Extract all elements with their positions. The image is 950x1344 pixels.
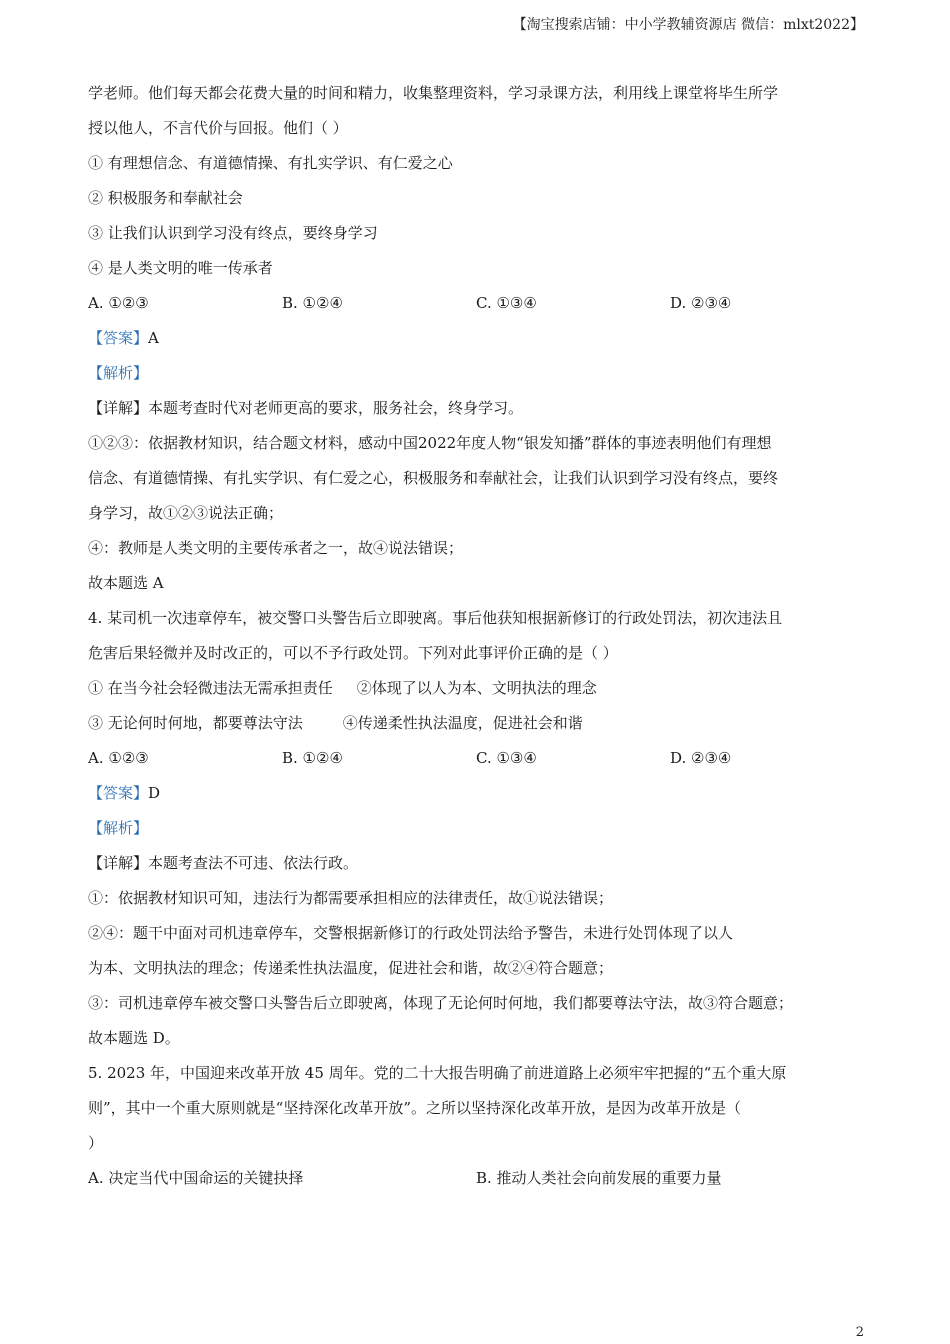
q3-option-d: D. ②③④ (670, 294, 732, 312)
q3-item-4: ④ 是人类文明的唯一传承者 (88, 259, 273, 277)
q5-stem-line-3: ） (88, 1134, 104, 1152)
q3-detail-5: ④：教师是人类文明的主要传承者之一，故④说法错误； (88, 539, 464, 557)
q3-option-b: B. ①②④ (282, 294, 343, 312)
q3-item-1: ① 有理想信念、有道德情操、有扎实学识、有仁爱之心 (88, 154, 453, 172)
q3-option-a: A. ①②③ (88, 294, 149, 312)
q3-stem-line-1: 学老师。他们每天都会花费大量的时间和精力，收集整理资料，学习录课方法，利用线上课堂将毕生所学 (88, 84, 779, 102)
q4-detail-5: ③：司机违章停车被交警口头警告后立即驶离，体现了无论何时何地，我们都要尊法守法，故③符合题意； (88, 994, 794, 1012)
q3-option-c: C. ①③④ (476, 294, 537, 312)
q3-detail-2: ①②③：依据教材知识，结合题文材料，感动中国2022年度人物“银发知播”群体的事迹表明他们有理想 (88, 434, 772, 452)
q4-analysis-tag: 【解析】 (88, 819, 149, 837)
q4-items-row-1 (88, 671, 868, 706)
page-number: 2 (855, 1325, 864, 1340)
q3-detail-4: 身学习，故①②③说法正确； (88, 504, 284, 522)
q3-stem-line-2: 授以他人，不言代价与回报。他们（ ） (88, 119, 348, 137)
q4-detail-2: ①：依据教材知识可知，违法行为都需要承担相应的法律责任，故①说法错误； (88, 889, 614, 907)
q4-detail-4: 为本、文明执法的理念；传递柔性执法温度，促进社会和谐，故②④符合题意； (88, 959, 614, 977)
q4-stem-line-2: 危害后果轻微并及时改正的，可以不予行政处罚。下列对此事评价正确的是（ ） (88, 644, 618, 662)
q4-item-3: ③ 无论何时何地，都要尊法守法 (88, 714, 303, 732)
q5-option-a: A. 决定当代中国命运的关键抉择 (88, 1169, 304, 1187)
q5-stem-line-2: 则”，其中一个重大原则就是“坚持深化改革开放”。之所以坚持深化改革开放，是因为改革开放是（ (88, 1099, 742, 1117)
q4-item-4: ④传递柔性执法温度，促进社会和谐 (342, 714, 583, 732)
q5-stem-line-1: 5. 2023 年，中国迎来改革开放 45 周年。党的二十大报告明确了前进道路上必须牢牢把握的“五个重大原 (88, 1064, 787, 1082)
q3-options (88, 286, 868, 321)
document-page (88, 76, 868, 1196)
q3-detail-6: 故本题选 A (88, 574, 164, 592)
q3-answer-value: A (148, 329, 159, 347)
q3-answer (88, 321, 868, 356)
q3-item-2: ② 积极服务和奉献社会 (88, 189, 243, 207)
q3-detail-1: 【详解】本题考查时代对老师更高的要求，服务社会，终身学习。 (88, 399, 524, 417)
q3-item-3: ③ 让我们认识到学习没有终点，要终身学习 (88, 224, 378, 242)
q5-options (88, 1161, 868, 1196)
q5-option-b: B. 推动人类社会向前发展的重要力量 (476, 1169, 722, 1187)
q4-option-a: A. ①②③ (88, 749, 149, 767)
header-store-note: 【淘宝搜索店铺：中小学教辅资源店 微信：mlxt2022】 (512, 17, 864, 33)
q4-item-1: ① 在当今社会轻微违法无需承担责任 (88, 679, 333, 697)
q4-detail-3: ②④：题干中面对司机违章停车，交警根据新修订的行政处罚法给予警告，未进行处罚体现了以人 (88, 924, 734, 942)
q4-options (88, 741, 868, 776)
q4-answer-value: D (148, 784, 161, 802)
q4-items-row-2 (88, 706, 868, 741)
q4-detail-6: 故本题选 D。 (88, 1029, 180, 1047)
q3-detail-3: 信念、有道德情操、有扎实学识、有仁爱之心，积极服务和奉献社会，让我们认识到学习没有终点，要终 (88, 469, 779, 487)
q3-answer-tag: 【答案】 (88, 329, 149, 347)
q4-stem-line-1: 4. 某司机一次违章停车，被交警口头警告后立即驶离。事后他获知根据新修订的行政处罚法，初次违法且 (88, 609, 783, 627)
q4-item-2: ②体现了以人为本、文明执法的理念 (356, 679, 597, 697)
q4-option-b: B. ①②④ (282, 749, 343, 767)
q4-answer-tag: 【答案】 (88, 784, 149, 802)
q4-option-d: D. ②③④ (670, 749, 732, 767)
q4-answer (88, 776, 868, 811)
q4-detail-1: 【详解】本题考查法不可违、依法行政。 (88, 854, 359, 872)
q3-analysis-tag: 【解析】 (88, 364, 149, 382)
q4-option-c: C. ①③④ (476, 749, 537, 767)
